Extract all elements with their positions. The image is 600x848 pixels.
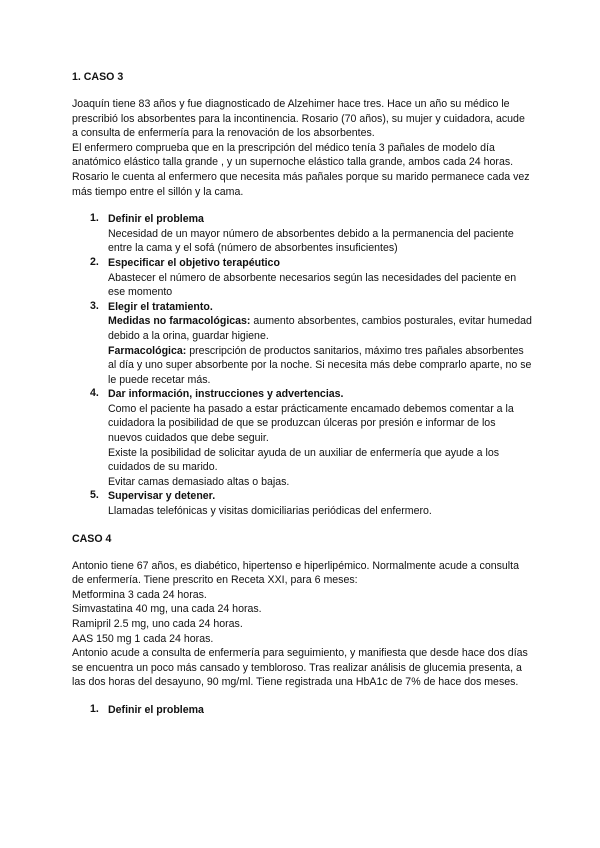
non-pharmacological-label: Medidas no farmacológicas: <box>108 315 251 328</box>
step-title: Dar información, instrucciones y advertencias. <box>108 388 344 401</box>
step-title: Elegir el tratamiento. <box>108 300 213 313</box>
case3-intro <box>72 97 532 199</box>
case4-line: Ramipril 2.5 mg, uno cada 24 horas. <box>72 618 243 630</box>
case4-line: Metformina 3 cada 24 horas. <box>72 588 207 601</box>
step-text: Necesidad de un mayor número de absorbentes debido a la permanencia del paciente entre la cama y el sofá (número de absorbentes insuficientes) <box>108 227 514 255</box>
case4-line: Antonio tiene 67 años, es diabético, hipertenso e hiperlipémico. Normalmente acude a consulta de enfermería. Tiene prescrito en Receta XXI, para 6 meses: <box>72 559 519 587</box>
case4-line: AAS 150 mg 1 cada 24 horas. <box>72 632 214 645</box>
case4-line: Simvastatina 40 mg, una cada 24 horas. <box>72 603 262 616</box>
case3-steps <box>72 212 532 518</box>
step-title: Definir el problema <box>108 703 204 716</box>
non-pharmacological-text: aumento absorbentes, cambios posturales, evitar humedad debido a la orina, guardar higiene. <box>108 315 532 342</box>
step-4 <box>72 387 532 489</box>
case3-paragraph: Rosario le cuenta al enfermero que necesita más pañales porque su marido permanece cada vez más tiempo entre el sillón y la cama. <box>72 170 530 198</box>
step-3 <box>72 300 532 388</box>
case4-intro <box>72 559 532 690</box>
step-title: Supervisar y detener. <box>108 490 216 503</box>
step-number: 2. <box>90 255 99 268</box>
step-number: 1. <box>90 212 99 225</box>
document-page <box>72 70 532 718</box>
step-5 <box>72 489 532 518</box>
case4-line: Antonio acude a consulta de enfermería para seguimiento, y manifiesta que desde hace dos días se encuentra un poco más cansado y tembloroso. Tras realizar análisis de glucemia presenta, a las dos horas del desayuno, 90 mg/ml. Tiene registrada una HbA1c de 7% de hace dos meses. <box>72 647 528 689</box>
pharmacological-text: prescripción de productos sanitarios, máximo tres pañales absorbentes al día y uno super absorbente por la noche. Si necesita más debe comprarlo aparte, no se le puede recetar más. <box>108 344 532 386</box>
step-text: Existe la posibilidad de solicitar ayuda de un auxiliar de enfermería que ayude a los cuidados de su marido. <box>108 446 500 474</box>
case4-title: CASO 4 <box>72 532 112 545</box>
step-title: Especificar el objetivo terapéutico <box>108 256 280 269</box>
step-2 <box>72 256 532 300</box>
step-number: 5. <box>90 489 99 502</box>
step-text: Llamadas telefónicas y visitas domiciliarias periódicas del enfermero. <box>108 505 432 518</box>
step-number: 4. <box>90 387 99 400</box>
case3-paragraph: Joaquín tiene 83 años y fue diagnosticado de Alzehimer hace tres. Hace un año su médico le prescribió los absorbentes para la incontinencia. Rosario (70 años), su mujer y cuidadora, acude a consulta de enfermería para la renovación de los absorbentes. <box>72 98 525 140</box>
case4-steps <box>72 703 532 718</box>
step-1 <box>72 703 532 718</box>
case3-title: 1. CASO 3 <box>72 71 124 83</box>
step-text: Evitar camas demasiado altas o bajas. <box>108 475 290 488</box>
step-number: 1. <box>90 702 99 715</box>
pharmacological-measures <box>108 344 532 388</box>
step-number: 3. <box>90 299 99 312</box>
step-text: Abastecer el número de absorbente necesarios según las necesidades del paciente en ese momento <box>108 271 517 299</box>
step-title: Definir el problema <box>108 213 204 226</box>
case3-paragraph: El enfermero comprueba que en la prescripción del médico tenía 3 pañales de modelo día anatómico elástico talla grande , y un supernoche elástico talla grande, ambos cada 24 horas. <box>72 141 514 169</box>
non-pharmacological-measures <box>108 314 532 343</box>
step-text: Como el paciente ha pasado a estar prácticamente encamado debemos comentar a la cuidadora la posibilidad de que se produzcan úlceras por presión e informar de los nuevos cuidados que debe seguir. <box>108 402 514 445</box>
pharmacological-label: Farmacológica: <box>108 344 187 357</box>
step-1 <box>72 212 532 256</box>
